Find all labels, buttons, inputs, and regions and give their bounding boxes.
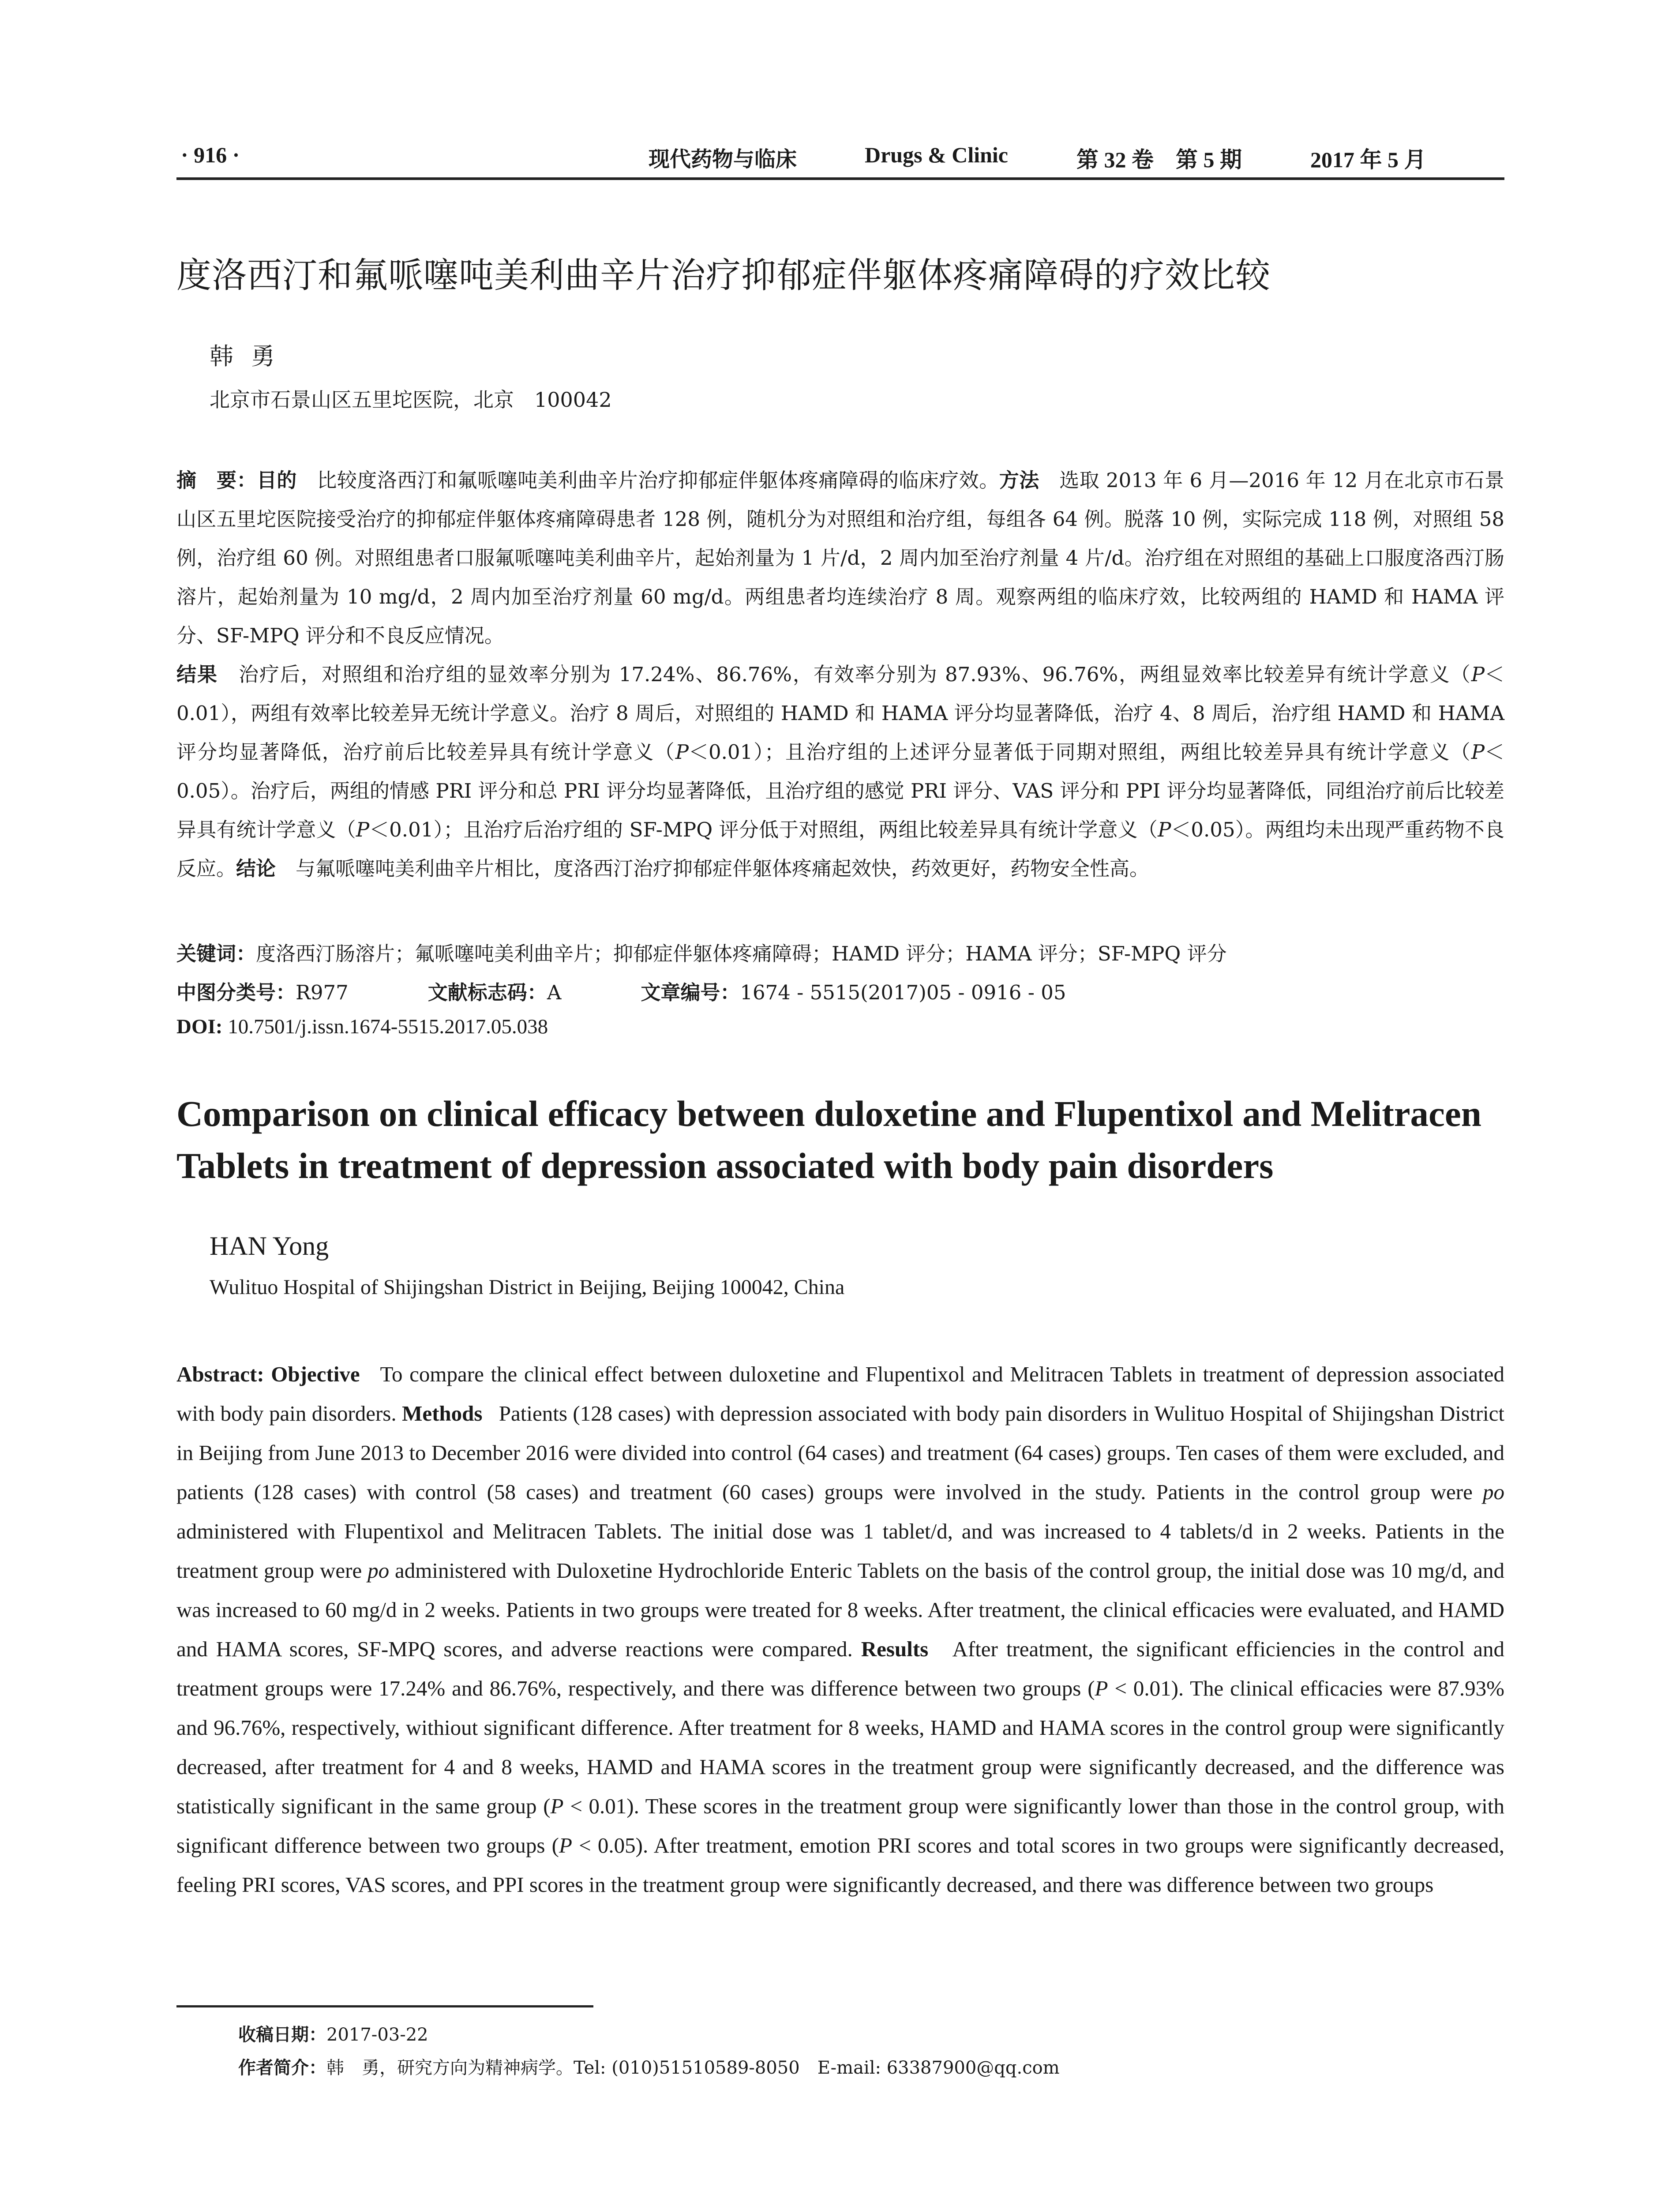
doc-code-label: 文献标志码： bbox=[428, 981, 547, 1004]
article-no-label: 文章编号： bbox=[641, 981, 740, 1004]
results-cn-4: ＜0.05）。治疗后，两组的情感 PRI 评分和总 PRI 评分均显著降低，且治疗组的感觉 PRI 评分、VAS 评分和 PPI 评分均显著降低，同组治疗前后比较差异具有统计学意义（ bbox=[176, 740, 1504, 841]
methods-en-2: administered with Flupentixol and Melitracen Tablets. The initial dose was 1 tablet/d, and was increased to 4 tablets/d in 2 weeks. Patients in the treatment group were bbox=[176, 1519, 1504, 1583]
clc-label: 中图分类号： bbox=[176, 981, 296, 1004]
po-abbrev: po bbox=[368, 1558, 390, 1583]
results-cn-1: 治疗后，对照组和治疗组的显效率分别为 17.24%、86.76%，有效率分别为 87.93%、96.76%，两组显效率比较差异有统计学意义（ bbox=[238, 663, 1471, 686]
author-cn: 韩勇 bbox=[210, 342, 292, 370]
received-date: 2017-03-22 bbox=[326, 2025, 428, 2045]
results-cn-2: ＜0.01），两组有效率比较差异无统计学意义。治疗 8 周后，对照组的 HAMD 和 HAMA 评分均显著降低，治疗 4、8 周后，治疗组 HAMD 和 HAMA 评分均显著降低，治疗前后比较差异具有统计学意义（ bbox=[176, 663, 1504, 764]
p-symbol: P bbox=[1471, 740, 1485, 764]
abstract-label-cn: 摘 要： bbox=[176, 469, 257, 492]
results-label-cn: 结果 bbox=[176, 663, 218, 686]
abstract-en bbox=[176, 1354, 1504, 1904]
results-en-2: < 0.01). The clinical efficacies were 87.93% and 96.76%, respectively, withiout significant difference. After treatment for 8 weeks, HAMD and HAMA scores in the control group were significantly decreased, after treatment for 4 and 8 weeks, HAMD and HAMA scores in the treatment group were significantly decreased, and the difference was statistically significant in the same group ( bbox=[176, 1676, 1504, 1818]
p-symbol: P bbox=[1095, 1676, 1108, 1700]
volume-issue: 第 32 卷 第 5 期 bbox=[1076, 147, 1242, 172]
article-title-en: Comparison on clinical efficacy between duloxetine and Flupentixol and Melitracen Tablets in treatment of depression associated with body pain disorders bbox=[176, 1093, 1481, 1186]
affiliation-cn: 北京市石景山区五里坨医院，北京 100042 bbox=[210, 388, 612, 412]
footnote-received bbox=[238, 2021, 428, 2046]
footnote-author-bio bbox=[238, 2054, 1060, 2079]
article-title-cn: 度洛西汀和氟哌噻吨美利曲辛片治疗抑郁症伴躯体疼痛障碍的疗效比较 bbox=[176, 255, 1271, 296]
keywords-cn bbox=[176, 938, 1504, 966]
methods-label-cn: 方法 bbox=[999, 469, 1039, 492]
objective-label-cn: 目的 bbox=[256, 469, 297, 492]
objective-cn: 比较度洛西汀和氟哌噻吨美利曲辛片治疗抑郁症伴躯体疼痛障碍的临床疗效。 bbox=[317, 469, 999, 492]
doc-code-value: A bbox=[547, 981, 562, 1004]
article-no-value: 1674 - 5515(2017)05 - 0916 - 05 bbox=[740, 981, 1066, 1004]
issue-date: 2017 年 5 月 bbox=[1310, 147, 1426, 172]
p-symbol: P bbox=[1471, 663, 1485, 686]
affiliation-en: Wulituo Hospital of Shijingshan District in Beijing, Beijing 100042, China bbox=[210, 1276, 845, 1299]
po-abbrev: po bbox=[1483, 1480, 1505, 1504]
objective-en: To compare the clinical effect between duloxetine and Flupentixol and Melitracen Tablets in treatment of depression associated with body pain disorders. bbox=[176, 1362, 1504, 1426]
keywords-label: 关键词： bbox=[176, 942, 256, 965]
abstract-label-en: Abstract: Objective bbox=[176, 1362, 360, 1386]
footnote-divider bbox=[176, 2005, 593, 2007]
methods-en-1: Patients (128 cases) with depression associated with body pain disorders in Wulituo Hospital of Shijingshan District in Beijing from June 2013 to December 2016 were divided into control (64 cases) and treatment (64 cases) groups. Ten cases of them were excluded, and patients (128 cases) with control (58 cases) and treatment (60 cases) groups were involved in the study. Patients in the control group were bbox=[176, 1401, 1505, 1504]
results-cn-5: ＜0.01）；且治疗后治疗组的 SF-MPQ 评分低于对照组，两组比较差异具有统计学意义（ bbox=[369, 818, 1158, 841]
results-en-3: < 0.01). These scores in the treatment group were significantly lower than those in the control group, with significant difference between two groups ( bbox=[176, 1794, 1505, 1857]
clc-value: R977 bbox=[296, 981, 349, 1004]
results-en-1: After treatment, the significant efficiencies in the control and treatment groups were 17.24% and 86.76%, respectively, and there was difference between two groups ( bbox=[176, 1637, 1505, 1700]
bio-label: 作者简介： bbox=[238, 2058, 326, 2078]
doi-line bbox=[176, 1015, 1504, 1039]
journal-name-cn: 现代药物与临床 bbox=[649, 147, 797, 172]
results-cn-3: ＜0.01）；且治疗组的上述评分显著低于同期对照组，两组比较差异具有统计学意义（ bbox=[688, 740, 1471, 764]
methods-en-3: administered with Duloxetine Hydrochloride Enteric Tablets on the basis of the control group, the initial dose was 10 mg/d, and was increased to 60 mg/d in 2 weeks. Patients in two groups were treated for 8 weeks. After treatment, the clinical efficacies were evaluated, and HAMD and HAMA scores, SF-MPQ scores, and adverse reactions were compared. bbox=[176, 1558, 1505, 1661]
p-symbol: P bbox=[559, 1833, 572, 1857]
results-en-4: < 0.05). After treatment, emotion PRI scores and total scores in two groups were significantly decreased, feeling PRI scores, VAS scores, and PPI scores in the treatment group were significantly decreased, and there was difference between two groups bbox=[176, 1833, 1505, 1897]
results-label-en: Results bbox=[861, 1637, 929, 1661]
conclusion-label-cn: 结论 bbox=[236, 857, 276, 880]
classification-line bbox=[176, 976, 1504, 1005]
bio-text: 韩 勇，研究方向为精神病学。Tel: (010)51510589-8050 E-mail: 63387900@qq.com bbox=[326, 2058, 1060, 2078]
received-label: 收稿日期： bbox=[238, 2025, 326, 2045]
methods-cn: 选取 2013 年 6 月—2016 年 12 月在北京市石景山区五里坨医院接受治疗的抑郁症伴躯体疼痛障碍患者 128 例，随机分为对照组和治疗组，每组各 64 例。脱落 10 例，实际完成 118 例，对照组 58 例，治疗组 60 例。对照组患者口服氟哌噻吨美利曲辛片，起始剂量为 1 片/d，2 周内加至治疗剂量 4 片/d。治疗组在对照组的基础上口服度洛西汀肠溶片，起始剂量为 10 mg/d，2 周内加至治疗剂量 60 mg/d。两组患者均连续治疗 8 周。观察两组的临床疗效，比较两组的 HAMD 和 HAMA 评分、SF-MPQ 评分和不良反应情况。 bbox=[176, 469, 1504, 647]
results-cn-6: ＜0.05）。两组均未出现严重药物不良反应。 bbox=[176, 818, 1504, 880]
page-number: · 916 · bbox=[181, 143, 240, 167]
doi-label: DOI: bbox=[176, 1015, 223, 1038]
conclusion-cn: 与氟哌噻吨美利曲辛片相比，度洛西汀治疗抑郁症伴躯体疼痛起效快，药效更好，药物安全性高。 bbox=[296, 857, 1150, 880]
p-symbol: P bbox=[675, 740, 689, 764]
author-en: HAN Yong bbox=[210, 1231, 329, 1261]
journal-name-en: Drugs & Clinic bbox=[865, 143, 1008, 167]
p-symbol: P bbox=[356, 818, 370, 841]
methods-label-en: Methods bbox=[402, 1401, 483, 1426]
doi-value[interactable]: 10.7501/j.issn.1674-5515.2017.05.038 bbox=[228, 1015, 548, 1038]
abstract-cn bbox=[176, 461, 1504, 888]
running-header bbox=[176, 142, 1504, 180]
p-symbol: P bbox=[550, 1794, 564, 1818]
keywords-text: 度洛西汀肠溶片；氟哌噻吨美利曲辛片；抑郁症伴躯体疼痛障碍；HAMD 评分；HAMA 评分；SF-MPQ 评分 bbox=[256, 942, 1227, 965]
p-symbol: P bbox=[1158, 818, 1171, 841]
